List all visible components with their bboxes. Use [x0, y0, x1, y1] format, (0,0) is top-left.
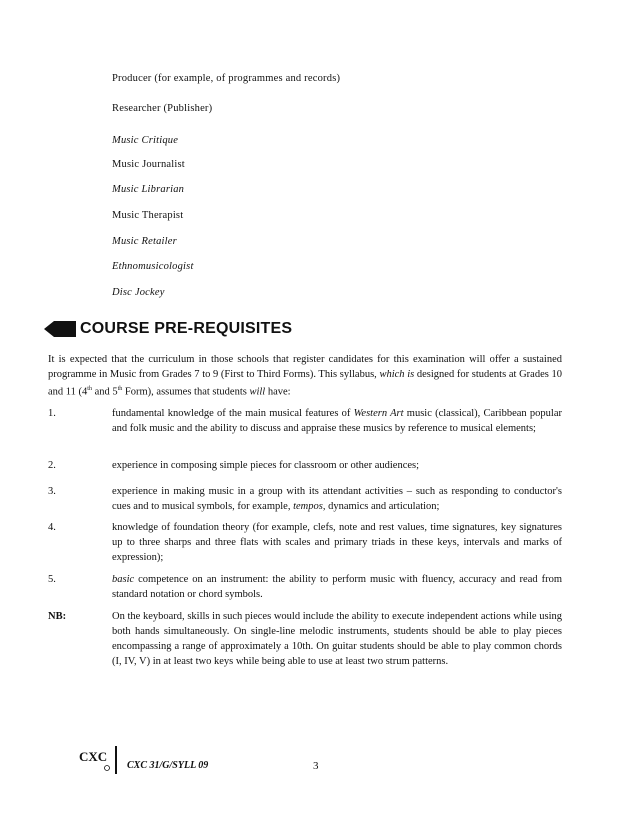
nb-text: On the keyboard, skills in such pieces would include the ability to execute independent actions while using both hands simultaneously. On single-line melodic instruments, students should be able to play pieces encompassing a range of approximately a 10th. On guitar students should be able to play common chords (I, IV, V) in at least two keys while being able to use at least two strum patterns.	[112, 611, 562, 667]
list-item	[48, 520, 562, 565]
career-item: Music Journalist	[112, 159, 185, 170]
list-item	[48, 458, 562, 473]
item-number: 3.	[48, 486, 56, 497]
item-text: experience in making music in a group with its attendant activities – such as responding to conductor's cues and to musical symbols, for example, tempos, dynamics and articulation;	[112, 486, 562, 512]
item-number: 5.	[48, 574, 56, 585]
career-item: Ethnomusicologist	[112, 261, 194, 272]
cxc-logo-icon	[78, 748, 112, 774]
nb-note	[48, 609, 562, 669]
item-number: 1.	[48, 408, 56, 419]
item-number: 2.	[48, 460, 56, 471]
section-title: COURSE PRE-REQUISITES	[80, 320, 293, 337]
diamond-bullet-icon	[44, 321, 76, 337]
list-item	[48, 406, 562, 436]
career-item: Producer (for example, of programmes and records)	[112, 73, 341, 84]
career-item: Music Therapist	[112, 210, 184, 221]
item-text: basic competence on an instrument: the ability to perform music with fluency, accuracy and read from standard notation or chord symbols.	[112, 574, 562, 600]
item-text: knowledge of foundation theory (for example, clefs, note and rest values, time signatures, key signatures up to three sharps and three flats with scales and primary triads in these keys, intervals and marks of expression);	[112, 522, 562, 563]
career-item: Music Retailer	[112, 236, 177, 247]
item-number: 4.	[48, 522, 56, 533]
career-item: Music Critique	[112, 135, 179, 146]
intro-paragraph: It is expected that the curriculum in those schools that register candidates for this examination will offer a sustained programme in Music from Grades 7 to 9 (First to Third Forms). This syllabus, which is designed for students at Grades 10 and 11 (4th and 5th Form), assumes that students will have:	[48, 354, 562, 398]
page-number: 3	[313, 760, 319, 772]
career-item: Researcher (Publisher)	[112, 103, 213, 114]
nb-label: NB:	[48, 611, 67, 622]
item-text: fundamental knowledge of the main musical features of Western Art music (classical), Caribbean popular and folk music and the ability to discuss and appraise these musics by reference to musical elements;	[112, 408, 562, 434]
footer-divider	[115, 746, 117, 774]
svg-text:CXC: CXC	[79, 749, 108, 764]
career-item: Music Librarian	[112, 184, 185, 195]
list-item	[48, 484, 562, 514]
page-footer	[78, 746, 338, 776]
item-text: experience in composing simple pieces for classroom or other audiences;	[112, 460, 420, 471]
syllabus-code: CXC 31/G/SYLL 09	[127, 760, 209, 771]
section-heading	[44, 319, 292, 339]
career-item: Disc Jockey	[112, 287, 165, 298]
list-item	[48, 572, 562, 602]
